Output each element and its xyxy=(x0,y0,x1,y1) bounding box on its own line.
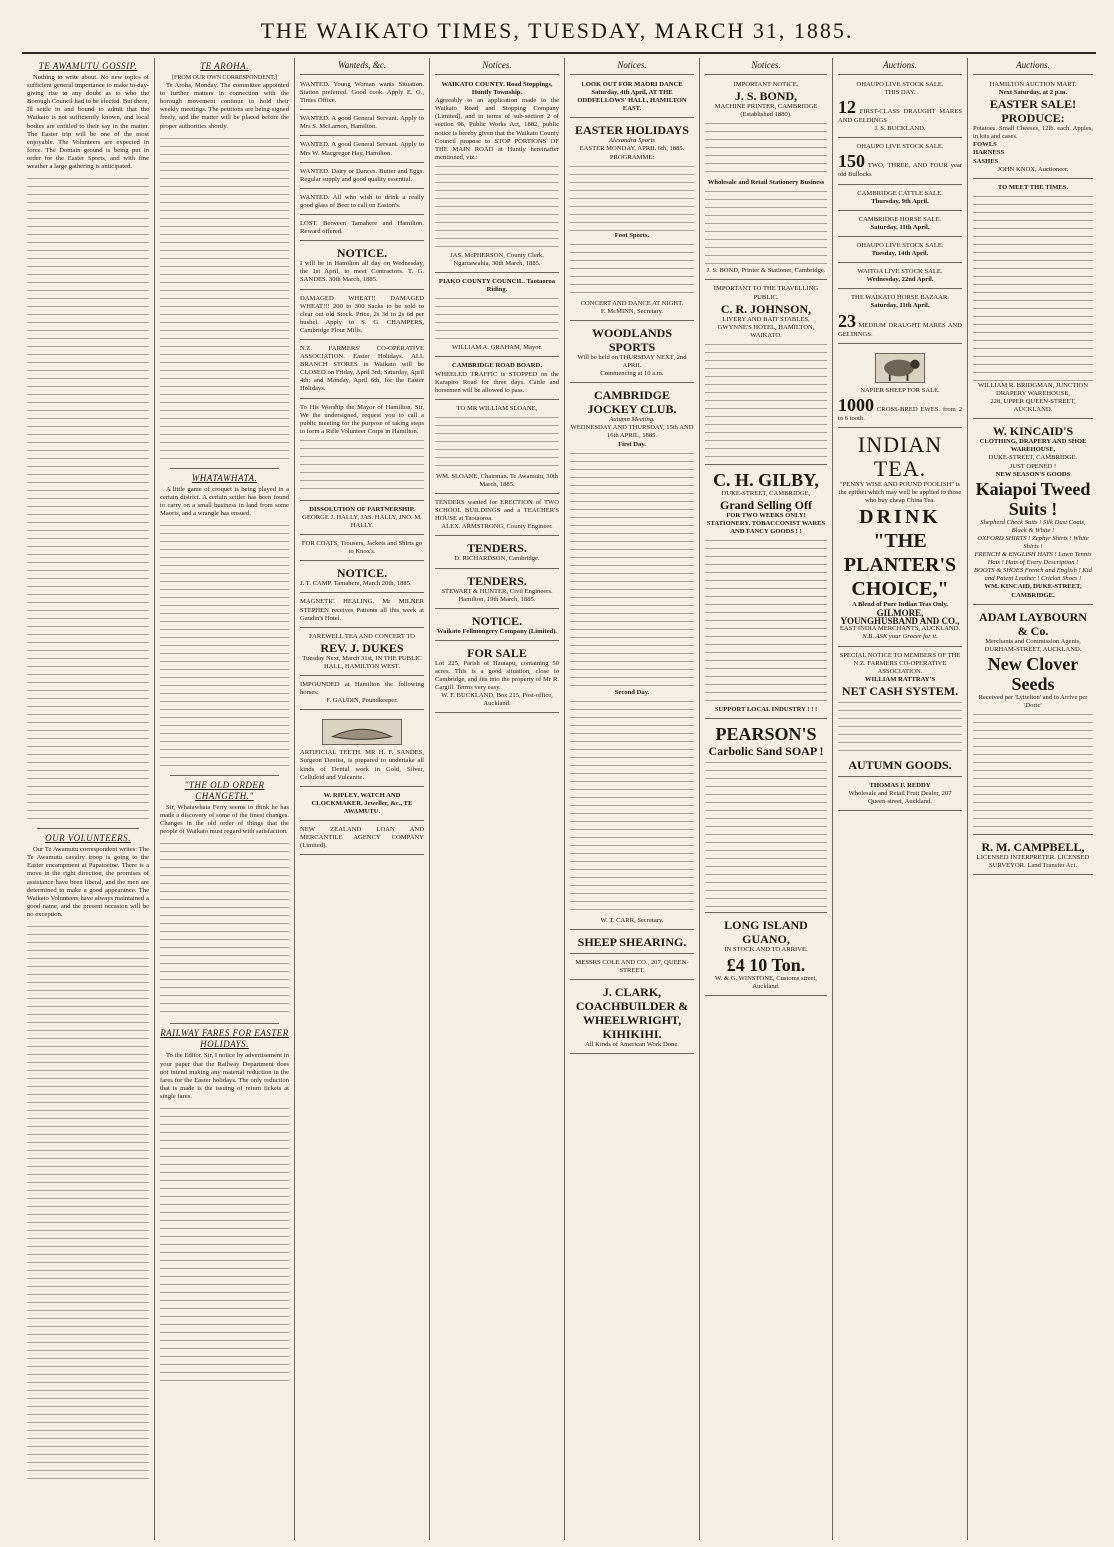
dissolution-ad: DISSOLUTION OF PARTNERSHIP. GEORGE J. HALLY, JAS. HALLY, JNO. M. HALLY. xyxy=(300,503,424,535)
coachbuilder-ad: J. CLARK, COACHBUILDER & WHEELWRIGHT, KIHIKIHI. All Kinds of American Work Done. xyxy=(570,982,694,1054)
meet-the-times-ad: TO MEET THE TIMES. WILLIAM R. BRIDGMAN, JUNCTION DRAPERY WAREHOUSE, 228, UPPER QUEEN-STREET, AUCKLAND. xyxy=(973,181,1093,419)
pearson-soap-ad: PEARSON'S Carbolic Sand SOAP ! xyxy=(705,721,827,913)
tenders-ad: TENDERS. D. RICHARDSON, Cambridge. xyxy=(435,538,559,568)
jockey-club-ad: CAMBRIDGE JOCKEY CLUB. Autumn Meeting. WEDNESDAY AND THURSDAY, 15th AND 16th APRIL, 1885. First Day. Second Day. W. T. CARR, Secretary. xyxy=(570,385,694,930)
notice-ad: NOTICE. J. T. CAMP. Tamahere, March 20th, 1885. xyxy=(300,563,424,593)
article-text: Sir, Whatawhata Ferry seems to think he has made a discovery of some of the finest changes. Changes in the old order of things that the people of Waikato must regard with satisfaction. xyxy=(160,804,289,836)
farewell-concert-ad: FAREWELL TEA AND CONCERT TO REV. J. DUKES Tuesday Next, March 31st, IN THE PUBLIC HALL, HAMILTON WEST. xyxy=(300,630,424,676)
section-title: "THE OLD ORDER CHANGETH." xyxy=(184,780,265,802)
column-3 xyxy=(295,58,430,1540)
classified-ad: WANTED. A good General Servant. Apply to Mrs W. Macgregor Hay, Hamilton. xyxy=(300,138,424,162)
column-8 xyxy=(968,58,1098,1540)
campbell-ad: R. M. CAMPBELL, LICENSED INTERPRETER. LICENSED SURVEYOR. Land Transfer Act. xyxy=(973,837,1093,875)
article-text: A little game of croquet is being played in a certain district. A certain settler has been found to carry on a small business in land from some Maoris, and a wrangle has ensued. xyxy=(160,485,289,517)
laybourn-ad: ADAM LAYBOURN & Co. Merchants and Commission Agents, DURHAM-STREET, AUCKLAND. New Clover Seeds Received per 'Lyttelton' and to Arrive per 'Doric' xyxy=(973,607,1093,835)
section-title: TE AROHA. xyxy=(200,61,249,71)
column-6 xyxy=(700,58,833,1540)
classified-ad: LOST. Between Tamahere and Hamilton. Reward offered. xyxy=(300,217,424,241)
reddy-ad: THOMAS F. REDDY Wholesale and Retail Fruit Dealer, 207 Queen-street, Auckland. xyxy=(838,779,962,811)
column-7 xyxy=(833,58,968,1540)
masthead-rule xyxy=(22,52,1096,54)
loan-agency-ad: NEW ZEALAND LOAN AND MERCANTILE AGENCY COMPANY (Limited). xyxy=(300,823,424,855)
classified-ad: WANTED. All who wish to drink a really good glass of Beer to call on Easton's. xyxy=(300,191,424,215)
article-text-block xyxy=(160,1104,289,1384)
divider xyxy=(170,1023,279,1024)
masthead xyxy=(0,0,1114,56)
column-4 xyxy=(430,58,565,1540)
article-text: To the Editor. Sir, I notice by advertisement in your paper that the Railway Department does not intend making any material reduction in the fares for the Easter holidays. The only reduction that is made is the issuing of return tickets at single fares. xyxy=(160,1052,289,1100)
fellmongery-notice: NOTICE. Waikato Fellmongery Company (Limited). xyxy=(435,611,559,641)
column-heading: Auctions. xyxy=(838,58,962,75)
rattray-ad: SPECIAL NOTICE TO MEMBERS OF THE N.Z. FARMERS CO-OPERATIVE ASSOCIATION. WILLIAM RATTRAY'S NET CASH SYSTEM. AUTUMN GOODS. xyxy=(838,649,962,777)
damaged-wheat-ad: DAMAGED WHEAT!! DAMAGED WHEAT!!! 200 to 300 Sacks to be sold to clear out old Stock. Price, 2s 3d to 2s 6d per bushel. Apply to S. G. CHAMPERS, Cambridge Flour Mills. xyxy=(300,292,424,340)
article-text: Te Aroha, Monday. The committee appointed to further matters in connection with the borough movement continue to hold their weekly meetings. The petitions are being signed freely, and the matter will be placed before the proper authorities shortly. xyxy=(160,82,289,130)
cattle-sale-ad: CAMBRIDGE CATTLE SALE. Thursday, 9th April. xyxy=(838,187,962,211)
column-heading: Notices. xyxy=(570,58,694,75)
column-heading: Notices. xyxy=(705,58,827,75)
tenders-ad: TENDERS. STEWART & HUNTER, Civil Engineers. Hamilton, 19th March, 1885. xyxy=(435,571,559,609)
school-tenders: TENDERS wanted for ERECTION of TWO SCHOOL BUILDINGS and a TEACHER'S HOUSE at Taotaoroa. ALEX. ARMSTRONG, County Engineer. xyxy=(435,496,559,536)
section-title: TE AWAMUTU GOSSIP. xyxy=(38,61,138,71)
sheep-icon xyxy=(875,353,925,383)
impounded-ad: IMPOUNDED at Hamilton the following horses: F. GAUDIN, Poundkeeper. xyxy=(300,678,424,710)
easter-sports-ad: EASTER HOLIDAYS Alexandra Sports EASTER MONDAY, APRIL 6th, 1885. PROGRAMME: Foot Sports. CONCERT AND DANCE AT NIGHT. F. McMINN, Secretary. xyxy=(570,120,694,321)
healing-ad: MAGNETIC HEALING. Mr MILNER STEPHEN receives Patients all this week at Gaudin's Hotel. xyxy=(300,595,424,627)
column-heading: Auctions. xyxy=(973,58,1093,75)
sheep-shearing-ad: SHEEP SHEARING. xyxy=(570,932,694,954)
horse-sale-ad: CAMBRIDGE HORSE SALE. Saturday, 11th April. xyxy=(838,213,962,237)
county-notice: WAIKATO COUNTY. Road Stoppings, Huntly Township. Agreeably to an application made to the Waikato Road and Stopping Company (Limited), and in terms of sub-section 2 of section 96, Public Works Act, 1882, public notice is hereby given that the Waikato County Council propose to STOP PORTIONS OF THE MAIN ROAD at Huntly hereinafter mentioned, viz.: JAS. McPHERSON, County Clerk. Ngaruawahia, 30th March, 1885. xyxy=(435,78,559,273)
newspaper-title: THE WAIKATO TIMES, TUESDAY, MARCH 31, 1885. xyxy=(260,18,854,43)
road-board-notice: CAMBRIDGE ROAD BOARD. WHEELED TRAFFIC is STOPPED on the Karapiro Road for three days. Cattle and horsemen will be allowed to pass. xyxy=(435,359,559,399)
for-sale-ad: FOR SALE Lot 225, Parish of Hautapu, containing 50 acres. This is a good situation, close to Cambridge, and fits into the property of Mr R. Cargill. Terms very easy. W. F. BUCKLAND, Box 215, Post-office, Auckland. xyxy=(435,643,559,714)
farmers-association-ad: N.Z. FARMERS' CO-OPERATIVE ASSOCIATION. Easter Holidays. ALL BRANCH STORES in Waikato will be CLOSED on Friday, April 3rd; Saturday, April 4th; and Monday, April 6th, for the Easter Holidays. xyxy=(300,342,424,399)
divider xyxy=(170,775,279,776)
napier-sheep-ad: NAPIER SHEEP FOR SALE. 1000 CROSS-BRED EWES. from 2 to 6 tooth. xyxy=(838,346,962,428)
teeth-icon xyxy=(322,719,402,745)
guano-ad: LONG ISLAND GUANO, IN STOCK AND TO ARRIVE. £4 10 Ton. W. & G. WINSTONE, Customs street, Auckland. xyxy=(705,915,827,995)
sloane-address: TO MR WILLIAM SLOANE, WM. SLOANE, Chairman. Te Awamutu, 30th March, 1885. xyxy=(435,402,559,494)
cole-ad: MESSRS COLE AND CO., 207, QUEEN-STREET. xyxy=(570,956,694,980)
column-2 xyxy=(155,58,295,1540)
divider xyxy=(37,828,139,829)
johnson-stables-ad: IMPORTANT TO THE TRAVELLING PUBLIC. C. R. JOHNSON, LIVERY AND BAIT STABLES, GWYNNE'S HOTEL, HAMILTON, WAIKATO. xyxy=(705,282,827,464)
dentist-ad: ARTIFICIAL TEETH. MR H. F. SANDES, Surgeon Dentist, is prepared to undertake all kinds of Dental work in Gold, Silver, Celluloid and Vulcanite. xyxy=(300,712,424,786)
ripley-ad: W. RIPLEY, WATCH AND CLOCKMAKER, Jeweller, &c., TE AWAMUTU. xyxy=(300,789,424,821)
kincaid-ad: W. KINCAID'S CLOTHING, DRAPERY AND SHOE WAREHOUSE, DUKE-STREET, CAMBRIDGE. JUST OPENED ! NEW SEASON'S GOODS Kaiapoi Tweed Suits ! Shepherd Check Suits ! Silk Dust Coats, Black & White ! OXFORD SHIRTS ! Zephyr Shirts ! White Shirts ! FRENCH & ENGLISH HATS ! Lawn Tennis Hats ! Hats of Every Description ! BOOTS & SHOES French and English ! Kid and Patent Leather ! Cricket Shoes ! WM. KINCAID, DUKE-STREET, CAMBRIDGE. xyxy=(973,421,1093,604)
divider xyxy=(170,468,279,469)
coats-ad: FOR COATS, Trousers, Jackets and Shirts go to Knox's. xyxy=(300,537,424,561)
classified-ad: WANTED. Dairy or Dances. Butter and Eggs. Regular supply and good quality essential. xyxy=(300,165,424,189)
article-text: Nothing to write about. No new topics of sufficient general importance to make to-day-giving rise to any doubt as to who the Borough Council had to be elected. But there, Ill settle in and bound to admit that the Waikato is not sufficiently known, and local bodies are entitled to their say in the matter. The Easter trip will be one of the most enjoyable. The Volunteers are expected in force. The Domain ground is being put in order for the Easter Sports, and with fine weather a large gathering is anticipated. xyxy=(27,74,149,171)
article-text-block xyxy=(27,922,149,1482)
notice-ad: NOTICE. I will be in Hamilton all day on Wednesday, the 1st April, to meet Contractors. T. G. SANDES. 30th March, 1885. xyxy=(300,243,424,289)
stock-sale-ad: WAITOA LIVE STOCK SALE. Wednesday, 22nd April. xyxy=(838,265,962,289)
auction-mart-ad: HAMILTON AUCTION MART. Next Saturday, at 2 p.m. EASTER SALE! PRODUCE: Potatoes. Small Cheeses, 12lb. each. Apples, in kits and cases. FOWLS HARNESS SASHES JOHN KNOX, Auctioneer. xyxy=(973,78,1093,179)
gilby-ad: C. H. GILBY, DUKE-STREET, CAMBRIDGE, Grand Selling Off FOR TWO WEEKS ONLY! STATIONERY, TOBACCONIST WARES AND FANCY GOODS ! ! SUPPORT LOCAL INDUSTRY ! ! ! xyxy=(705,467,827,719)
article-text-block xyxy=(160,521,289,771)
page-columns xyxy=(22,58,1098,1540)
classified-ad: WANTED. A good General Servant. Apply to Mrs S. McLarnon, Hamilton. xyxy=(300,112,424,136)
classified-ad: WANTED. Young Woman wants Situation. Station preferred. Good cook. Apply E. O., Times Office. xyxy=(300,78,424,110)
article-text-block xyxy=(27,174,149,824)
column-1 xyxy=(22,58,155,1540)
article-text-block xyxy=(160,134,289,464)
ohaupo-sale-ad: OHAUPO LIVE STOCK SALE. THIS DAY. 12 FIRST-CLASS DRAUGHT MARES AND GELDINGS J. S. BUCKLAND. xyxy=(838,78,962,138)
article-text: Our Te Awamutu correspondent writes: The Te Awamutu cavalry troop is going to the Easter encampment at Papatoetoe. There is a move in the right direction, the promises of assistance have been liberal, and the men are determined to make a good appearance. The Waikato Volunteers have always maintained a good name, and the present occasion will be no exception. xyxy=(27,846,149,918)
section-title: OUR VOLUNTEERS. xyxy=(45,833,131,844)
maori-dance-ad: LOOK OUT FOR MAORI DANCE Saturday, 4th April, AT THE ODDFELLOWS' HALL, HAMILTON EAST. xyxy=(570,78,694,118)
ohaupo-sale-ad: OHAUPO LIVE STOCK SALE. 150 TWO, THREE, AND FOUR year old Bullocks xyxy=(838,140,962,184)
mayor-petition: To His Worship the Mayor of Hamilton. Sir, We the undersigned, request you to call a public meeting for the purpose of taking steps to form a Rifle Volunteer Corps in Hamilton. xyxy=(300,401,424,501)
woodlands-sports-ad: WOODLANDS SPORTS Will be held on THURSDAY NEXT, 2nd APRIL Commencing at 10 a.m. xyxy=(570,323,694,383)
stock-sale-ad: OHAUPO LIVE STOCK SALE. Tuesday, 14th April. xyxy=(838,239,962,263)
horse-bazaar-ad: THE WAIKATO HORSE BAZAAR. Saturday, 11th April. 23 MEDIUM DRAUGHT MARES AND GELDINGS. xyxy=(838,291,962,343)
column-heading: Wanteds, &c. xyxy=(300,58,424,75)
bond-printer-ad: IMPORTANT NOTICE. J. S. BOND, MACHINE PRINTER, CAMBRIDGE (Established 1880). Wholesale and Retail Stationery Business J. S. BOND, Printer & Stationer, Cambridge. xyxy=(705,78,827,280)
piako-notice: PIAKO COUNTY COUNCIL. Taotaoroa Riding. WILLIAM A. GRAHAM, Mayor. xyxy=(435,275,559,357)
column-heading: Notices. xyxy=(435,58,559,75)
column-5 xyxy=(565,58,700,1540)
section-subtitle: [FROM OUR OWN CORRESPONDENT.] xyxy=(172,75,277,81)
indian-tea-ad: INDIAN TEA. "PENNY WISE AND POUND FOOLISH" is the epithet which may well be applied to those who buy cheap China Tea. DRINK "THE PLANTER'S CHOICE," A Blend of Pure Indian Teas Only. GILMORE, YOUNGHUSBAND AND CO., EAST INDIA MERCHANTS, AUCKLAND. N.B. ASK your Grocer for it. xyxy=(838,430,962,647)
section-title: WHATAWHATA. xyxy=(191,472,258,483)
section-title: RAILWAY FARES FOR EASTER HOLIDAYS. xyxy=(160,1028,289,1050)
article-text-block xyxy=(160,839,289,1019)
